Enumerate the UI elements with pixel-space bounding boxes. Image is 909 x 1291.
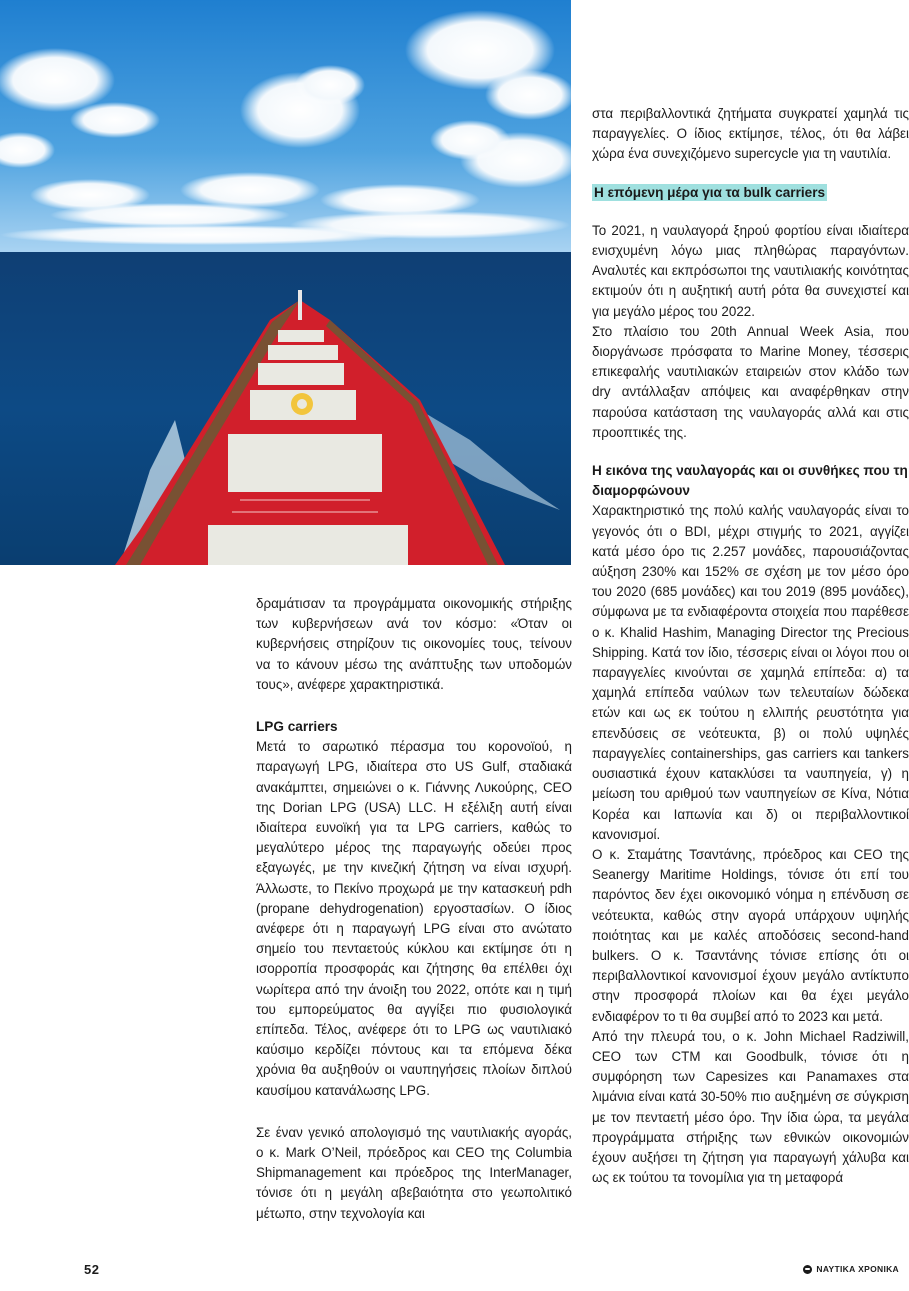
- right-para-5: Ο κ. Σταμάτης Τσαντάνης, πρόεδρος και CEO της Seanergy Maritime Holdings, τόνισε ότι επί του παρόντος δεν έχει οικονομικό νόημα η επένδυση σε νεότευκτα, καθώς στην αγορά υπάρχουν υψηλής ποιότητας και με καλές αποδόσεις second-hand bulkers. Ο κ. Τσαντάνης τόνισε επίσης ότι οι περιβαλλοντικοί κανονισμοί έχουν μεγάλο αντίκτυπο στην προσφορά πλοίων και θα έχει μεγάλο ενδιαφέρον το τι θα συμβεί από το 2023 και μετά.: [592, 846, 909, 1024]
- right-text-column: [592, 104, 909, 1188]
- heading-market-picture: Η εικόνα της ναυλαγοράς και οι συνθήκες που τη διαμορφώνουν: [592, 463, 908, 499]
- right-para-2: Το 2021, η ναυλαγορά ξηρού φορτίου είναι ιδιαίτερα ενισχυμένη λόγω μιας πληθώρας παραγόντων. Αναλυτές και εκπρόσωποι της ναυτιλιακής κοινότητας εκτιμούν ότι η αυξητική αυτή ρότα θα συνεχιστεί και για μεγάλο μέρος του 2022.: [592, 222, 909, 319]
- left-text-column: [256, 594, 572, 1224]
- ship-aerial-photo: [0, 0, 571, 565]
- highlighted-heading: Η επόμενη μέρα για τα bulk carriers: [594, 184, 826, 200]
- page-number: 52: [84, 1262, 100, 1277]
- right-para-1: στα περιβαλλοντικά ζητήματα συγκρατεί χαμηλά τις παραγγελίες. Ο ίδιος εκτίμησε, τέλος, ότι θα λάβει χώρα ένα συνεχιζόμενο supercycle για τη ναυτιλία.: [592, 106, 909, 162]
- right-para-4: Χαρακτηριστικό της πολύ καλής ναυλαγοράς είναι το γεγονός ότι ο BDI, μέχρι στιγμής το 2021, αγγίζει κατά μέσο όρο τις 2.257 μονάδες, παρουσιάζοντας αύξηση 230% και 152% σε σχέση με τον μέσο όρο του 2020 (685 μονάδες) και του 2019 (895 μονάδες), σύμφωνα με τα ενδιαφέροντα στοιχεία που παρέθεσε ο κ. Khalid Hashim, Managing Director της Precious Shipping. Κατά τον ίδιο, τέσσερις είναι οι λόγοι που οι παραγγελίες κινούνται σε χαμηλά επίπεδα: α) τα χαμηλά επίπεδα ναύλων των τελευταίων δώδεκα ετών και ως εκ τούτου η ελλιπής ρευστότητα για επενδύσεις σε νεότευκτα, β) οι πολύ υψηλές παραγγελίες containerships, gas carriers και tankers ουσιαστικά έχουν κατακλύσει τα ναυπηγεία, γ) η μείωση του αριθμού των ναυπηγείων σε Κίνα, Νότια Κορέα και Ιαπωνία και δ) οι περιβαλλοντικοί κανονισμοί.: [592, 503, 909, 842]
- brand-name: ΝΑΥΤΙΚΑ ΧΡΟΝΙΚΑ: [816, 1264, 899, 1274]
- heading-bulk-carriers: [592, 183, 909, 203]
- publication-brand: [803, 1264, 899, 1274]
- left-para-1: δραμάτισαν τα προγράμματα οικονομικής στήριξης των κυβερνήσεων ανά τον κόσμο: «Όταν οι κυβερνήσεις στηρίζουν τις οικονομίες τους, τείνουν να το κάνουν μέσω της ανάπτυξης των υποδομών τους», ανέφερε χαρακτηριστικά.: [256, 596, 572, 692]
- right-para-3: Στο πλαίσιο του 20th Annual Week Asia, που διοργάνωσε πρόσφατα το Marine Money, τέσσερις επικεφαλής ναυτιλιακών εταιρειών στον κλάδο των dry αντάλλαξαν απόψεις και αναφέρθηκαν στην παρούσα κατάσταση της ναυλαγοράς αλλά και στις προοπτικές της.: [592, 323, 909, 440]
- right-para-6: Από την πλευρά του, ο κ. John Michael Radziwill, CEO των CTM και Goodbulk, τόνισε ότι η συμφόρηση των Capesizes και Panamaxes στα λιμάνια είναι κατά 30-50% πιο αυξημένη σε σύγκριση με τον πενταετή μέσο όρο. Την ίδια ώρα, τα μεγάλα προγράμματα στήριξης των εθνικών οικονομιών έχουν αυξήσει τη ζήτηση για παραγωγή χάλυβα και ως εκ τούτου τα τονομίλια για τη μεταφορά: [592, 1028, 909, 1186]
- left-para-3: Σε έναν γενικό απολογισμό της ναυτιλιακής αγοράς, ο κ. Mark O’Neil, πρόεδρος και CEO της Columbia Shipmanagement και πρόεδρος της InterManager, τόνισε ότι η μεγάλη αβεβαιότητα στο γεωπολιτικό μέτωπο, στην τεχνολογία και: [256, 1124, 572, 1221]
- left-para-2: Μετά το σαρωτικό πέρασμα του κορονοϊού, η παραγωγή LPG, ιδιαίτερα στο US Gulf, σταδιακά ανακάμπτει, σημειώνει ο κ. Γιάννης Λυκούρης, CEO της Dorian LPG (USA) LLC. Η εξέλιξη αυτή είναι ιδιαίτερα ευνοϊκή για τα LPG carriers, καθώς το μεγαλύτερο μέρος της παραγωγής οδεύει προς εξαγωγές, με την κινεζική ζήτηση να είναι ισχυρή. Άλλωστε, το Πεκίνο προχωρά με την κατασκευή pdh (propane dehydrogenation) εργοστασίων. Ο ίδιος ανέφερε ότι η παραγωγή LPG είναι στο ανώτατο σημείο του πενταετούς κύκλου και εκτίμησε ότι η ισορροπία προσφοράς και ζήτησης θα επέλθει όχι νωρίτερα από την άνοιξη του 2022, οπότε και η τιμή του εμπορεύματος θα αγγίξει πιο φυσιολογικά επίπεδα. Τέλος, ανέφερε ότι το LPG ως ναυτιλιακό καύσιμο κερδίζει πόντους και τα επόμενα δέκα χρόνια θα αυξηθούν οι ναυπηγήσεις πλοίων διπλού καυσίμου κατανάλωσης LPG.: [256, 739, 572, 1098]
- heading-lpg-carriers: LPG carriers: [256, 719, 338, 735]
- brand-logo-icon: [803, 1265, 812, 1274]
